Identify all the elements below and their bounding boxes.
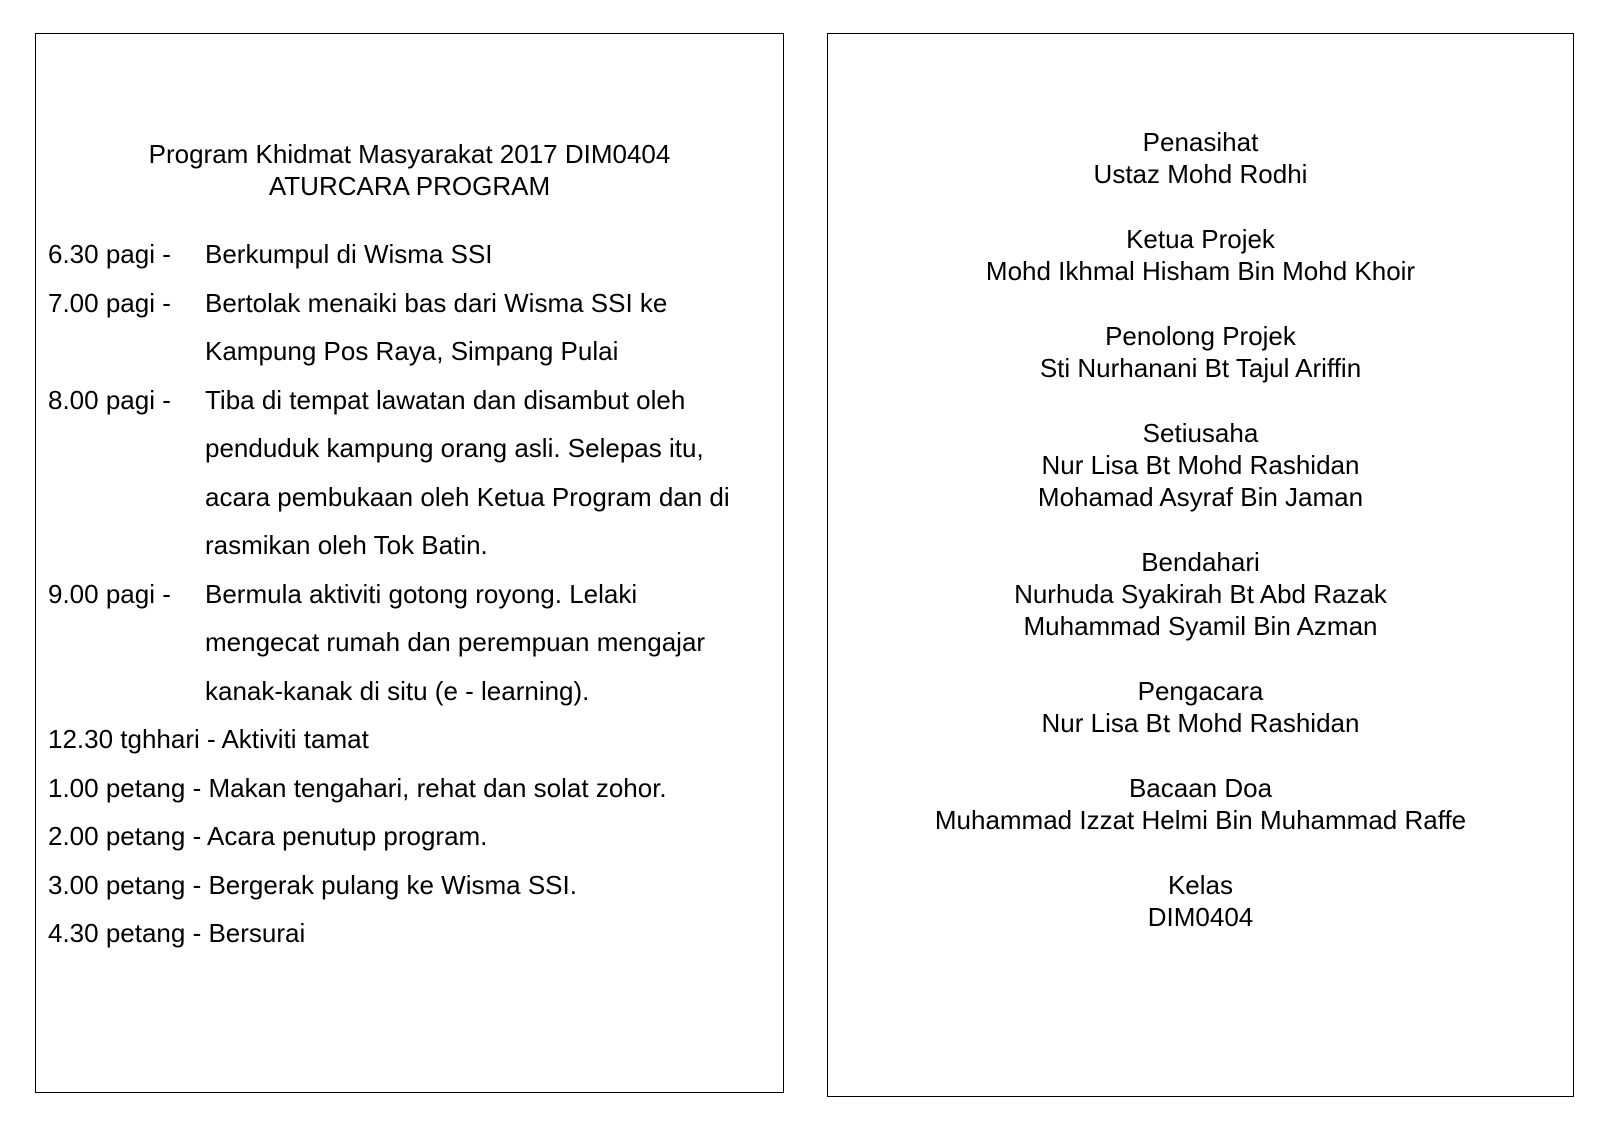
schedule-item <box>48 861 775 910</box>
committee-member: Nur Lisa Bt Mohd Rashidan <box>1041 450 1360 480</box>
committee-member: Mohd Ikhmal Hisham Bin Mohd Khoir <box>985 256 1416 286</box>
committee-member: Nurhuda Syakirah Bt Abd Razak <box>1014 579 1387 609</box>
committee-group-setiusaha <box>828 417 1573 513</box>
schedule-time: 6.30 pagi - <box>48 239 171 269</box>
committee-group-kelas <box>828 869 1573 933</box>
schedule-time: 8.00 pagi - <box>48 384 171 415</box>
schedule-item <box>48 279 775 376</box>
committee-group-bendahari <box>828 546 1573 642</box>
schedule-description: Tiba di tempat lawatan dan disambut oleh penduduk kampung orang asli. Selepas itu, acara pembukaan oleh Ketua Program dan di rasmikan oleh Tok Batin. <box>205 384 730 560</box>
program-header <box>36 138 783 202</box>
program-subtitle: ATURCARA PROGRAM <box>268 171 551 201</box>
committee-role: Penolong Projek <box>1105 321 1296 351</box>
committee-role: Bacaan Doa <box>1128 773 1273 803</box>
program-title: Program Khidmat Masyarakat 2017 DIM0404 <box>148 139 671 169</box>
committee-member: Muhammad Syamil Bin Azman <box>1023 611 1378 641</box>
schedule-description: Berkumpul di Wisma SSI <box>205 239 493 269</box>
schedule-entry: 4.30 petang - Bersurai <box>48 918 306 948</box>
schedule-entry: 12.30 tghhari - Aktiviti tamat <box>48 724 369 754</box>
committee-member: DIM0404 <box>1147 902 1254 932</box>
schedule-entry: 2.00 petang - Acara penutup program. <box>48 821 488 851</box>
schedule-item <box>48 715 775 764</box>
schedule-item <box>48 376 775 570</box>
committee-member: Sti Nurhanani Bt Tajul Ariffin <box>1039 353 1362 383</box>
committee-role: Kelas <box>1167 870 1234 900</box>
committee-list <box>828 126 1573 966</box>
schedule-description: Bertolak menaiki bas dari Wisma SSI ke Kampung Pos Raya, Simpang Pulai <box>205 287 668 366</box>
schedule-entry: 1.00 petang - Makan tengahari, rehat dan solat zohor. <box>48 772 667 803</box>
committee-role: Penasihat <box>1142 127 1259 157</box>
committee-group-pengacara <box>828 675 1573 739</box>
committee-group-bacaan-doa <box>828 772 1573 836</box>
schedule-time: 9.00 pagi - <box>48 578 171 609</box>
schedule-list <box>48 230 775 958</box>
schedule-item <box>48 764 775 813</box>
committee-role: Pengacara <box>1137 676 1264 706</box>
schedule-item <box>48 570 775 716</box>
schedule-description: Bermula aktiviti gotong royong. Lelaki mengecat rumah dan perempuan mengajar kanak-kanak di situ (e - learning). <box>205 578 706 706</box>
schedule-item <box>48 812 775 861</box>
committee-role: Ketua Projek <box>1126 224 1275 254</box>
committee-group-ketua-projek <box>828 223 1573 287</box>
schedule-item <box>48 230 775 279</box>
committee-member: Muhammad Izzat Helmi Bin Muhammad Raffe <box>934 805 1467 835</box>
schedule-entry: 3.00 petang - Bergerak pulang ke Wisma SSI. <box>48 869 577 900</box>
program-schedule-panel <box>35 33 784 1093</box>
committee-member: Ustaz Mohd Rodhi <box>1093 159 1308 189</box>
committee-member: Mohamad Asyraf Bin Jaman <box>1037 482 1364 512</box>
committee-role: Bendahari <box>1141 547 1260 577</box>
schedule-time: 7.00 pagi - <box>48 287 171 318</box>
committee-role: Setiusaha <box>1142 418 1259 448</box>
committee-member: Nur Lisa Bt Mohd Rashidan <box>1041 708 1360 738</box>
committee-group-penolong-projek <box>828 320 1573 384</box>
schedule-item <box>48 909 775 958</box>
committee-panel <box>827 33 1574 1097</box>
committee-group-penasihat <box>828 126 1573 190</box>
